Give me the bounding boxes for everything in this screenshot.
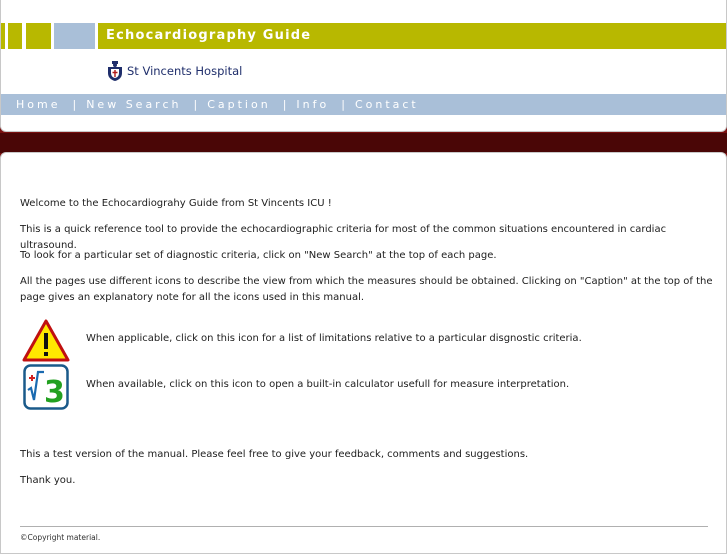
nav-separator: |	[341, 98, 345, 111]
nav-info[interactable]: Info	[296, 98, 330, 111]
calculator-description: When available, click on this icon to open a built-in calculator usefull for measure interpretation.	[86, 379, 570, 390]
hospital-name: St Vincents Hospital	[127, 64, 243, 78]
content-panel	[0, 152, 727, 554]
intro-text: This is a quick reference tool to provide the echocardiographic criteria for most of the common situations encountered in cardiac ultrasound.	[20, 224, 667, 251]
divider-band	[0, 133, 727, 153]
welcome-text: Welcome to the Echocardiograhy Guide from St Vincents ICU !	[20, 198, 332, 209]
site-title: Echocardiography Guide	[106, 28, 312, 43]
hospital-crest-icon	[107, 61, 123, 81]
decor-block	[26, 23, 51, 49]
nav-home[interactable]: Home	[16, 98, 61, 111]
icons-text-line2: page gives an explanatory note for all the icons used in this manual.	[20, 292, 365, 303]
nav-bar	[1, 94, 726, 115]
thanks-text: Thank you.	[20, 475, 76, 486]
svg-text:3: 3	[44, 375, 65, 410]
header-panel	[0, 0, 727, 132]
nav-contact[interactable]: Contact	[354, 98, 419, 111]
search-hint-text: To look for a particular set of diagnostic criteria, click on "New Search" at the top of each page.	[20, 250, 497, 261]
title-bar	[98, 23, 726, 49]
nav-new-search[interactable]: New Search	[86, 98, 182, 111]
decor-block	[54, 23, 95, 49]
copyright-text: ©Copyright material.	[20, 533, 101, 542]
icons-text-line1: All the pages use different icons to describe the view from which the measures should be obtained. Clicking on "Caption" at the top of the	[20, 276, 713, 287]
decor-block	[1, 23, 5, 49]
hospital-logo	[107, 60, 242, 82]
calculator-sqrt3-icon[interactable]	[23, 364, 69, 410]
decor-block	[8, 23, 22, 49]
nav-separator: |	[282, 98, 287, 111]
nav-caption[interactable]: Caption	[207, 98, 271, 111]
footer-divider	[20, 526, 708, 527]
nav-separator: |	[193, 98, 198, 111]
nav-separator: |	[72, 98, 77, 111]
test-version-text: This a test version of the manual. Please feel free to give your feedback, comments and suggestions.	[20, 449, 529, 460]
warning-triangle-icon[interactable]	[22, 319, 70, 362]
warning-description: When applicable, click on this icon for a list of limitations relative to a particular disgnostic criteria.	[86, 333, 582, 344]
